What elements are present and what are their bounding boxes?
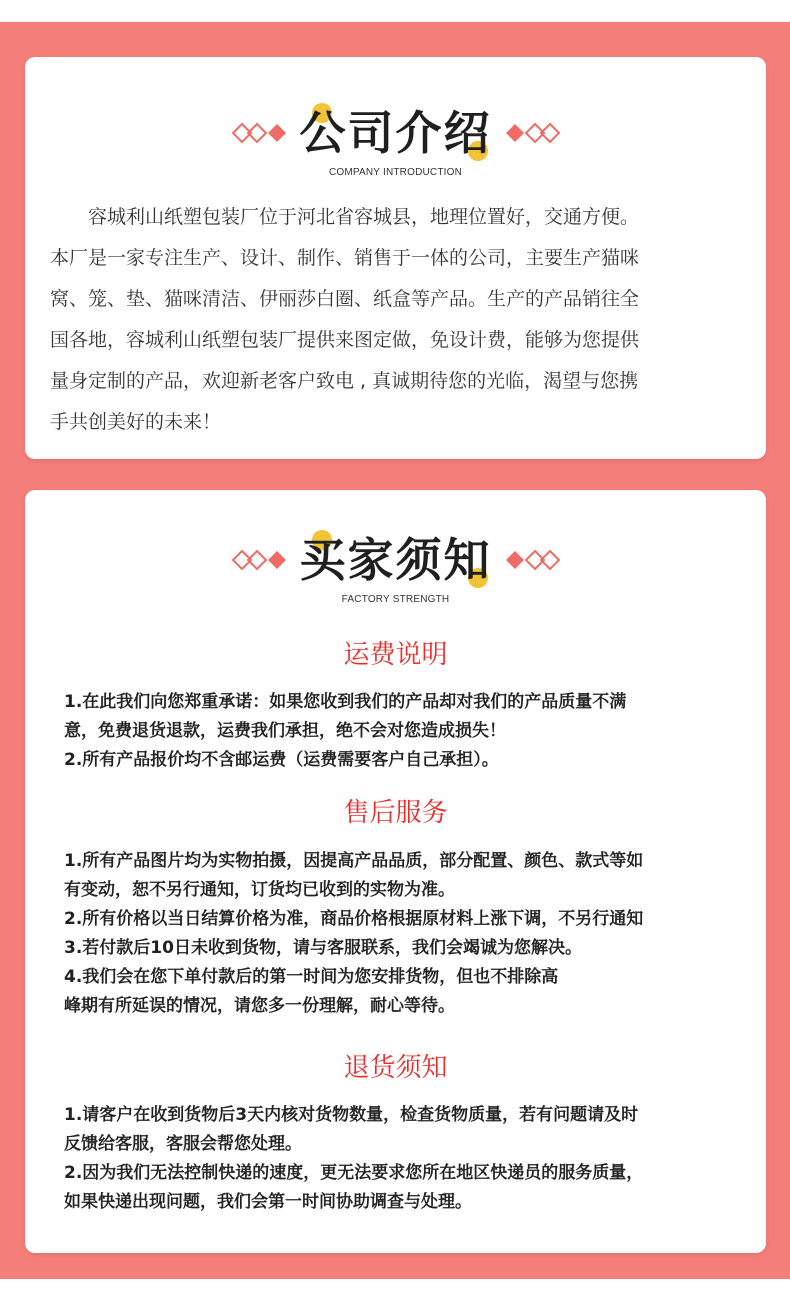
returns-section-body bbox=[64, 1101, 744, 1217]
after-sales-line: 有变动，恕不另行通知，订货均已收到的实物为准。 bbox=[64, 880, 455, 900]
company-intro-title-wrap bbox=[300, 101, 492, 165]
shipping-line: 2.所有产品报价均不含邮运费（运费需要客户自己承担）。 bbox=[64, 750, 499, 770]
shipping-section-body bbox=[64, 688, 744, 775]
company-intro-title: 公司介绍 bbox=[299, 106, 492, 160]
diamond-decoration-right-icon bbox=[502, 121, 560, 145]
returns-section-title: 退货须知 bbox=[343, 1053, 448, 1083]
after-sales-line: 1.所有产品图片均为实物拍摄，因提高产品品质，部分配置、颜色、款式等如 bbox=[64, 851, 644, 871]
after-sales-line: 4.我们会在您下单付款后的第一时间为您安排货物，但也不排除高 bbox=[64, 967, 559, 987]
shipping-section-title: 运费说明 bbox=[343, 640, 448, 670]
company-intro-card bbox=[25, 57, 766, 459]
company-intro-text bbox=[50, 197, 742, 443]
returns-line: 2.因为我们无法控制快递的速度，更无法要求您所在地区快递员的服务质量， bbox=[64, 1163, 644, 1183]
intro-line: 容城利山纸塑包装厂位于河北省容城县，地理位置好，交通方便。 bbox=[88, 206, 640, 228]
intro-line: 手共创美好的未来！ bbox=[50, 411, 222, 433]
returns-line: 如果快递出现问题，我们会第一时间协助调查与处理。 bbox=[64, 1192, 472, 1212]
after-sales-line: 2.所有价格以当日结算价格为准，商品价格根据原材料上涨下调，不另行通知 bbox=[64, 909, 644, 929]
buyer-notice-title-wrap bbox=[300, 528, 492, 592]
after-sales-section-body bbox=[64, 847, 744, 1021]
shipping-line: 1.在此我们向您郑重承诺：如果您收到我们的产品却对我们的产品质量不满 bbox=[64, 692, 627, 712]
diamond-decoration-left-icon bbox=[232, 548, 290, 572]
intro-line: 国各地，容城利山纸塑包装厂提供来图定做，免设计费，能够为您提供 bbox=[50, 329, 640, 351]
buyer-notice-subtitle: FACTORY STRENGTH bbox=[341, 594, 450, 605]
buyer-notice-title: 买家须知 bbox=[299, 533, 492, 587]
buyer-notice-heading bbox=[25, 528, 766, 605]
company-intro-subtitle: COMPANY INTRODUCTION bbox=[328, 167, 463, 178]
company-intro-heading bbox=[25, 101, 766, 178]
after-sales-section-title: 售后服务 bbox=[343, 798, 448, 828]
diamond-decoration-left-icon bbox=[232, 121, 290, 145]
shipping-line: 意，免费退货退款，运费我们承担，绝不会对您造成损失！ bbox=[64, 721, 506, 741]
intro-line: 量身定制的产品，欢迎新老客户致电 , 真诚期待您的光临，渴望与您携 bbox=[50, 370, 639, 392]
after-sales-line: 峰期有所延误的情况，请您多一份理解，耐心等待。 bbox=[64, 996, 455, 1016]
intro-line: 本厂是一家专注生产、设计、制作、销售于一体的公司，主要生产猫咪 bbox=[50, 247, 640, 269]
after-sales-line: 3.若付款后10日未收到货物，请与客服联系，我们会竭诚为您解决。 bbox=[64, 938, 582, 958]
returns-line: 1.请客户在收到货物后3天内核对货物数量，检查货物质量，若有问题请及时 bbox=[64, 1105, 639, 1125]
buyer-notice-card bbox=[25, 490, 766, 1253]
diamond-decoration-right-icon bbox=[502, 548, 560, 572]
returns-line: 反馈给客服，客服会帮您处理。 bbox=[64, 1134, 302, 1154]
intro-line: 窝、笼、垫、猫咪清洁、伊丽莎白圈、纸盒等产品。生产的产品销往全 bbox=[50, 288, 640, 310]
